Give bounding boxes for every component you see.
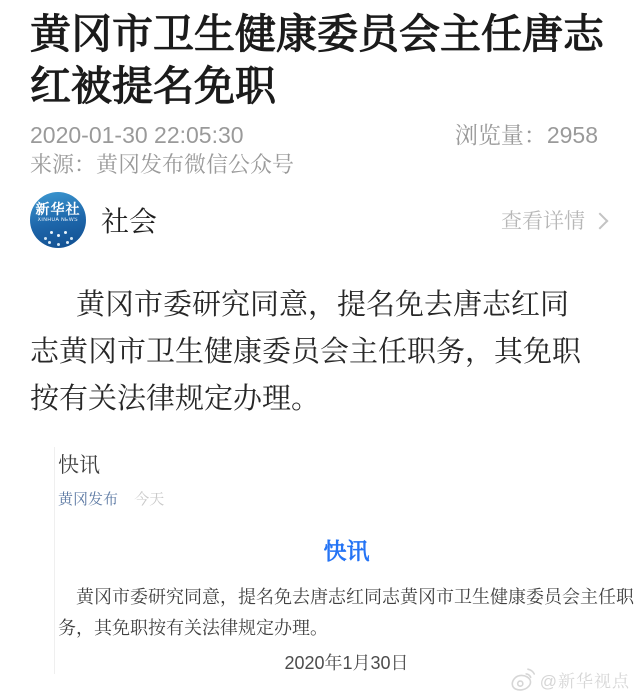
embed-publish-day: 今天 [134, 491, 165, 508]
article-body: 黄冈市委研究同意，提名免去唐志红同志黄冈市卫生健康委员会主任职务，其免职按有关法律规定办理。 [30, 289, 582, 415]
view-details-link[interactable] [501, 205, 606, 235]
embed-date: 2020年1月30日 [284, 653, 409, 673]
channel-name: 社会 [101, 206, 158, 237]
embed-body-text: 黄冈市委研究同意，提名免去唐志红同志黄冈市卫生健康委员会主任职务，其免职按有关法律规定办理。 [58, 587, 634, 638]
publish-time: 2020-01-30 22:05:30 [30, 122, 244, 148]
view-count [455, 122, 598, 148]
logo-text-en: XINHUA NEWS [37, 217, 79, 223]
article-source: 来源：黄冈发布微信公众号 [30, 152, 295, 177]
view-count-value: 2958 [546, 122, 598, 148]
watermark-text: @新华视点 [539, 672, 630, 691]
channel-bar [30, 192, 606, 248]
article-title: 黄冈市卫生健康委员会主任唐志红被提名免职 [30, 11, 604, 109]
logo-text-cn: 新华社 [35, 201, 81, 217]
chevron-right-icon [592, 212, 609, 229]
embed-account-name: 黄冈发布 [58, 491, 119, 508]
xinhua-news-logo-icon [30, 192, 86, 248]
article-meta-row [30, 122, 598, 148]
constellation-dots-icon [57, 234, 60, 237]
view-count-label: 浏览量： [454, 122, 547, 148]
view-details-label: 查看详情 [501, 210, 585, 233]
embedded-wechat-card[interactable] [54, 447, 635, 674]
embed-card-title: 快讯 [58, 454, 100, 477]
weibo-icon [508, 666, 537, 693]
weibo-watermark [510, 667, 630, 692]
embed-card-meta [58, 491, 635, 509]
embed-headline: 快讯 [323, 538, 370, 564]
